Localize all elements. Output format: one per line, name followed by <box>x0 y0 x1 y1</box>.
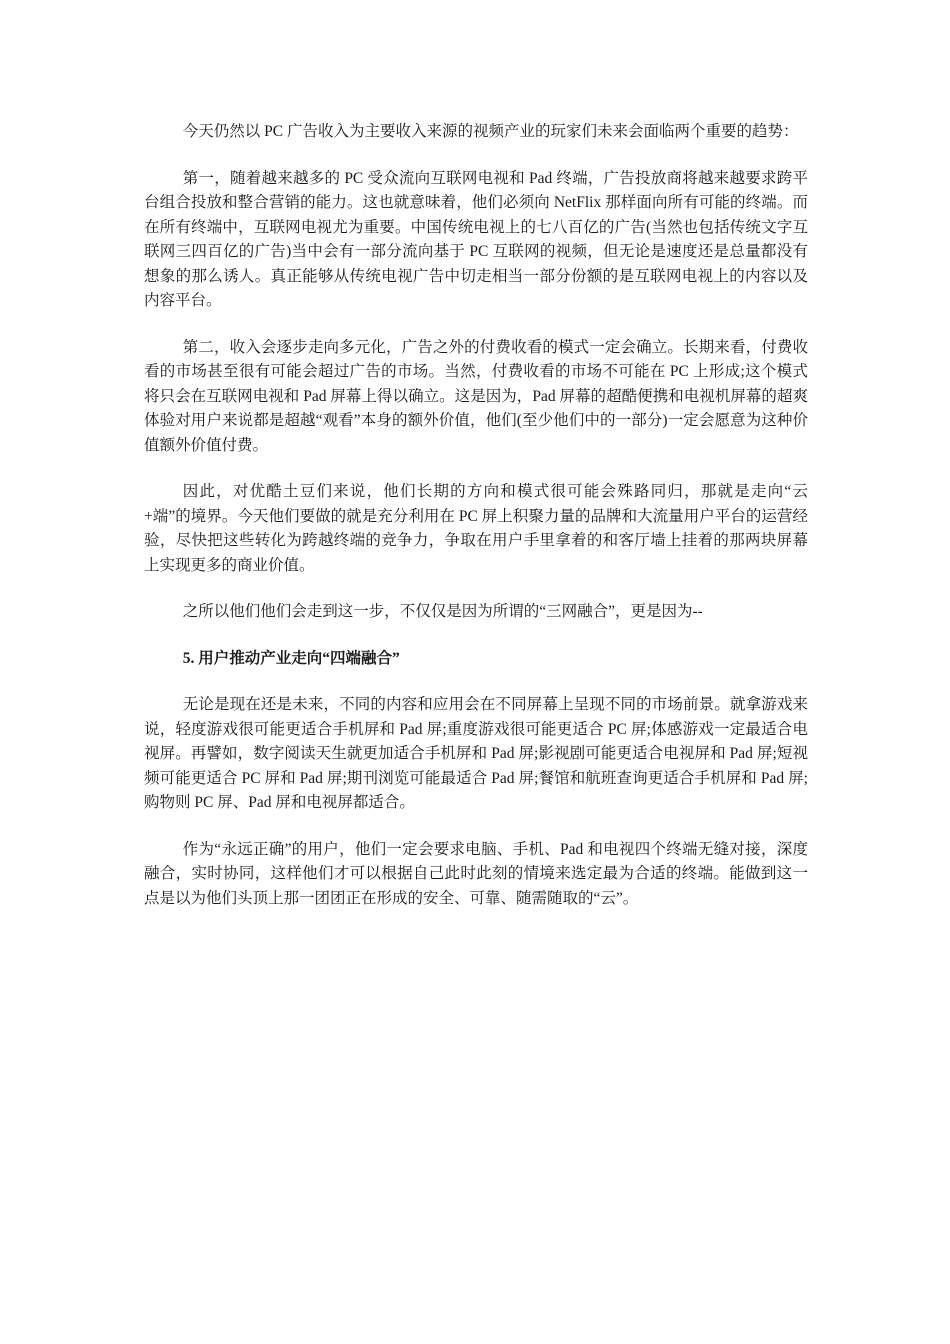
paragraph-users: 作为“永远正确”的用户，他们一定会要求电脑、手机、Pad 和电视四个终端无缝对接，深度融合，实时协同，这样他们才可以根据自己此时此刻的情境来选定最为合适的终端。能做到这一点是以为他们头顶上那一团团正在形成的安全、可靠、随需随取的“云”。 <box>144 840 808 907</box>
paragraph-screens: 无论是现在还是未来，不同的内容和应用会在不同屏幕上呈现不同的市场前景。就拿游戏来说，轻度游戏很可能更适合手机屏和 Pad 屏;重度游戏很可能更适合 PC 屏;体感游戏一定最适合电视屏。再譬如，数字阅读天生就更加适合手机屏和 Pad 屏;影视剧可能更适合电视屏和 Pad 屏;短视频可能更适合 PC 屏和 Pad 屏;期刊浏览可能最适合 Pad 屏;餐馆和航班查询更适合手机屏和 Pad 屏;购物则 PC 屏、Pad 屏和电视屏都适合。 <box>144 696 808 811</box>
paragraph-conclusion: 因此，对优酷土豆们来说，他们长期的方向和模式很可能会殊路同归，那就是走向“云+端”的境界。今天他们要做的就是充分利用在 PC 屏上积聚力量的品牌和大流量用户平台的运营经验，尽快把这些转化为跨越终端的竞争力，争取在用户手里拿着的和客厅墙上挂着的那两块屏幕上实现更多的商业价值。 <box>144 483 808 574</box>
paragraph-intro: 今天仍然以 PC 广告收入为主要收入来源的视频产业的玩家们未来会面临两个重要的趋势： <box>182 123 799 140</box>
paragraph-first-trend: 第一，随着越来越多的 PC 受众流向互联网电视和 Pad 终端，广告投放商将越来越要求跨平台组合投放和整合营销的能力。这也就意味着，他们必须向 NetFlix 那样面向所有可能的终端。而在所有终端中，互联网电视尤为重要。中国传统电视上的七八百亿的广告(当然也包括传统文字互联网三四百亿的广告)当中会有一部分流向基于 PC 互联网的视频，但无论是速度还是总量都没有想象的那么诱人。真正能够从传统电视广告中切走相当一部分份额的是互联网电视上的内容以及内容平台。 <box>144 169 808 309</box>
paragraph-second-trend: 第二，收入会逐步走向多元化，广告之外的付费收看的模式一定会确立。长期来看，付费收看的市场甚至很有可能会超过广告的市场。当然，付费收看的市场不可能在 PC 上形成;这个模式将只会在互联网电视和 Pad 屏幕上得以确立。这是因为，Pad 屏幕的超酷便携和电视机屏幕的超爽体验对用户来说都是超越“观看”本身的额外价值，他们(至少他们中的一部分)一定会愿意为这种价值额外价值付费。 <box>144 338 808 454</box>
section-heading: 5. 用户推动产业走向“四端融合” <box>182 649 400 667</box>
paragraph-transition: 之所以他们他们会走到这一步，不仅仅是因为所谓的“三网融合”，更是因为-- <box>182 603 703 620</box>
document-page <box>144 120 808 933</box>
